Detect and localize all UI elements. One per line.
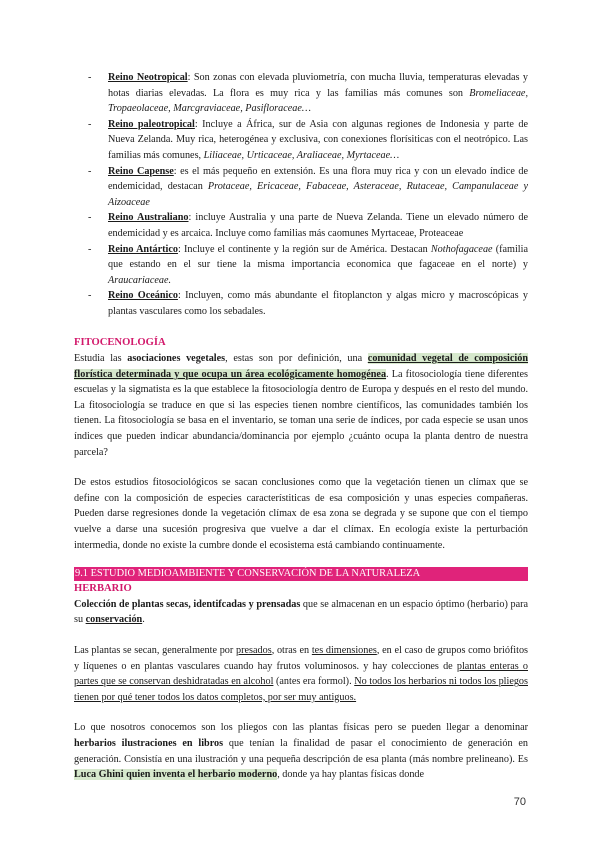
section-heading-fitocenologia: FITOCENOLOGÍA xyxy=(74,336,166,348)
kingdom-term: Reino paleotropical xyxy=(108,118,195,130)
kingdom-list xyxy=(74,70,528,320)
paragraph xyxy=(74,720,528,782)
bold-underlined-term: conservación xyxy=(85,614,143,626)
kingdom-families: Protaceae, Ericaceae, Fabaceae, Asteraceae, Rutaceae, Campanulaceae y Aizoaceae xyxy=(108,181,528,208)
kingdom-desc-tail: (familia que estando en el sur tiene la misma importancia economica que fagaceae en el norte) y xyxy=(108,243,528,271)
bold-term: Colección de plantas secas, identifcadas y prensadas xyxy=(74,598,301,610)
bold-term: asociaciones vegetales xyxy=(127,353,226,365)
page-body xyxy=(74,70,528,783)
list-item: - Reino Neotropical: Son zonas con elevada pluviometría, con mucha lluvia, temperaturas elevadas y hotas diarias elevadas. La flora es muy rica y las familias más comunes son Bromeliaceae, Tropaeolaceae, Marcgraviaceae, Pasifloraceae… xyxy=(88,72,528,115)
kingdom-families: Nothofagaceae xyxy=(430,243,493,255)
text: (antes era formol). xyxy=(273,676,355,688)
kingdom-families: Liliaceae, Urticaceae, Araliaceae, Myrtaceae… xyxy=(203,149,400,161)
subsection-heading-herbario: HERBARIO xyxy=(74,583,132,595)
paragraph: De estos estudios fitosociológicos se sacan conclusiones como que la vegetación tienen un clímax que se define con la composición de especies característiticas de esa composición y unas especies compañeras. Pueden darse regresiones donde la vegetación clímax de esa zona se degrada y se supone que con el tiempo vuelve a darse una sucesión progresiva que vuelve a dar el clímax. En ecología existe la perturbación intermedia, donde no existe la cumbre donde el ecosistema está cambiando continuamente. xyxy=(74,477,528,551)
text: que tenían la finalidad de pasar el conocimiento de generación en generación. Consistía en una ilustración y una pequeña descripción de esa planta (más nombre prelineano). Es xyxy=(74,737,529,765)
text: . xyxy=(142,614,145,626)
kingdom-desc: : Incluye a África, sur de Asia con algunas regiones de Indonesia y parte de Nueva Zelanda. Muy rica, heterogénea y exclusiva, con conexiones florísiticas con el neotrópico. Las familias más comunes, xyxy=(108,118,528,161)
text: Estudia las xyxy=(74,353,128,365)
kingdom-term: Reino Antártico xyxy=(108,243,178,255)
kingdom-desc: : Incluyen, como más abundante el fitoplancton y algas micro y macroscópicas y plantas vasculares como los sebadales. xyxy=(108,290,528,317)
paragraph xyxy=(74,597,528,628)
text: , donde ya hay plantas físicas donde xyxy=(277,769,425,781)
underlined-term: tes dimensiones xyxy=(311,645,377,656)
kingdom-term: Reino Neotropical xyxy=(108,72,188,83)
underlined-sentence: No todos los herbarios ni todos los pliegos tienen por qué tener todos los datos completos, por ser muy antiguos. xyxy=(74,676,528,703)
kingdom-term: Reino Capense xyxy=(108,165,174,177)
kingdom-desc: : Son zonas con elevada pluviometría, con mucha lluvia, temperaturas elevadas y hotas diarias elevadas. La flora es muy rica y las familias más comunes son xyxy=(108,72,528,99)
list-item: - Reino Capense: es el más pequeño en extensión. Es una flora muy rica y con un elevado índice de endemicidad, destacan Protaceae, Ericaceae, Fabaceae, Asteraceae, Rutaceae, Campanulaceae y Aizoaceae xyxy=(88,165,528,208)
page-number: 70 xyxy=(513,796,526,808)
text: . La fitosociología tiene diferentes escuelas y la sigmatista es la que establece la fitosociología dentro de Europa y después en el resto del mundo. La fitosociología se traduce en que si las especies tienen nombre científicos, las comunidades también los tienen. La fitosociología se basa en el inventario, se toman una serie de índices, por cada especie se usan unos índices que pueden indicar abundancia/dominancia por ejemplo ¿cuánto ocupa la planta dentro de nuestra parcela? xyxy=(74,368,528,458)
text: , estas son por definición, una xyxy=(225,353,368,365)
section-title-bar: 9.1 ESTUDIO MEDIOAMBIENTE Y CONSERVACIÓN DE LA NATURALEZA xyxy=(74,567,528,581)
list-item: - Reino Antártico: Incluye el continente y la región sur de América. Destacan Nothofagaceae (familia que estando en el sur tiene la misma importancia economica que fagaceae en el norte) y Araucariaceae. xyxy=(88,243,528,286)
text: , otras en xyxy=(271,645,312,656)
highlighted-term: Luca Ghini quien inventa el herbario moderno xyxy=(74,769,278,781)
text: Lo que nosotros conocemos son los pliegos con las plantas físicas pero se pueden llegar a denominar xyxy=(74,722,528,734)
text: , en el caso de grupos como briófitos y líquenes o en plantas vasculares cuando hay frutos voluminosos. y hay colecciones de xyxy=(74,645,529,672)
paragraph xyxy=(74,351,528,460)
kingdom-families: Bromeliaceae, Tropaeolaceae, Marcgraviaceae, Pasifloraceae… xyxy=(108,87,528,115)
list-item: - Reino Oceánico: Incluyen, como más abundante el fitoplancton y algas micro y macroscópicas y plantas vasculares como los sebadales. xyxy=(88,290,528,317)
kingdom-desc: : incluye Australia y una parte de Nueva Zelanda. Tiene un elevado número de endemicidad y es arcaica. Incluye como familias más caomunes Myrtaceae, Proteaceae xyxy=(108,212,529,239)
kingdom-desc: : es el más pequeño en extensión. Es una flora muy rica y con un elevado índice de endemicidad, destacan xyxy=(108,165,528,193)
text: que se almacenan en un espacio óptimo (herbario) para su xyxy=(74,598,529,626)
kingdom-desc: : Incluye el continente y la región sur de América. Destacan xyxy=(177,243,431,255)
paragraph xyxy=(74,643,528,705)
kingdom-term: Reino Oceánico xyxy=(108,290,178,302)
kingdom-families: Araucariaceae. xyxy=(108,274,172,286)
kingdom-term: Reino Australiano xyxy=(108,212,189,224)
list-item: - Reino Australiano: incluye Australia y una parte de Nueva Zelanda. Tiene un elevado número de endemicidad y es arcaica. Incluye como familias más caomunes Myrtaceae, Proteaceae xyxy=(88,212,529,239)
bold-term: herbarios ilustraciones en libros xyxy=(74,737,224,749)
list-item: - Reino paleotropical: Incluye a África, sur de Asia con algunas regiones de Indonesia y parte de Nueva Zelanda. Muy rica, heterogénea y exclusiva, con conexiones florísiticas con el neotrópico. Las familias más comunes, Liliaceae, Urticaceae, Araliaceae, Myrtaceae… xyxy=(88,118,528,161)
highlighted-definition: comunidad vegetal de composición florística determinada y que ocupa un área ecológicamente homogénea xyxy=(74,353,529,380)
text: Las plantas se secan, generalmente por xyxy=(74,645,237,656)
underlined-term: plantas enteras o partes que se conservan deshidratadas en alcohol xyxy=(74,660,528,688)
underlined-term: presados xyxy=(236,645,272,656)
